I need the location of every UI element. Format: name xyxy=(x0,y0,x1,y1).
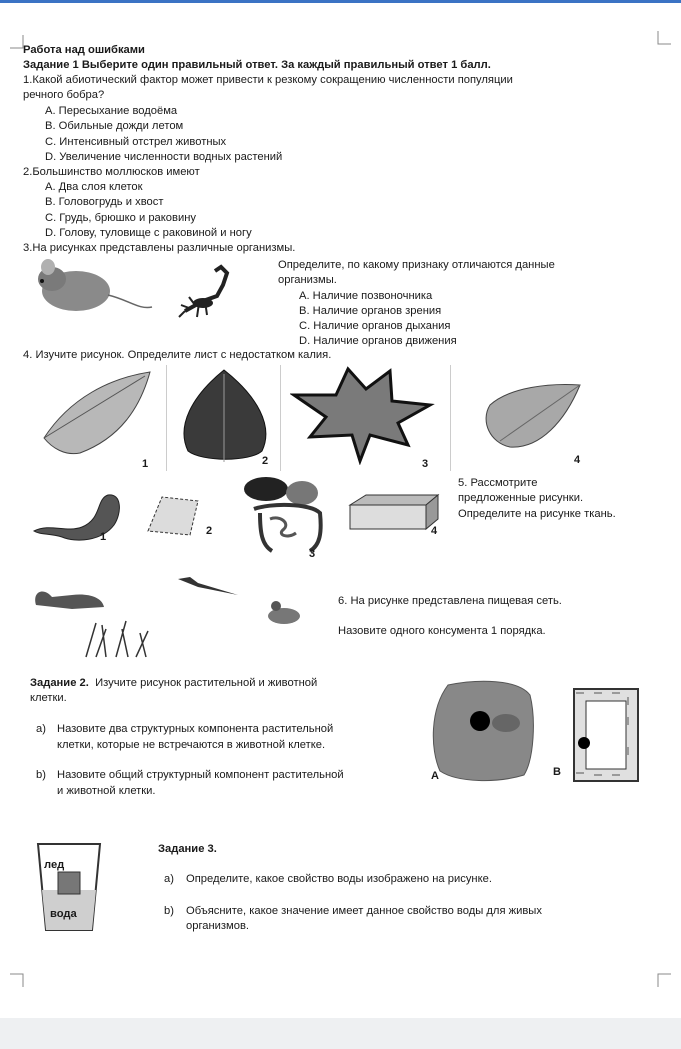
squirrel-figure xyxy=(32,585,110,615)
q2-option-d: D. Голову, туловище с раковиной и ногу xyxy=(45,227,252,239)
task3-question-b-cont: организмов. xyxy=(186,920,250,932)
q2-option-b: B. Головогрудь и хвост xyxy=(45,196,164,208)
leaf-1-figure xyxy=(40,368,155,463)
mouse-figure xyxy=(34,255,154,323)
plant-cell-label: B xyxy=(553,766,561,778)
tissue-piece-figure xyxy=(144,493,202,539)
corner-mark-bottom-left xyxy=(10,973,24,987)
document-page[interactable] xyxy=(0,3,681,1018)
task1-instruction: Задание 1 Выберите один правильный ответ. За каждый правильный ответ 1 балл. xyxy=(23,59,491,71)
q3-option-c: C. Наличие органов дыхания xyxy=(299,320,451,332)
bird-figure xyxy=(176,573,242,599)
task3-question-a: Определите, какое свойство воды изображено на рисунке. xyxy=(186,873,492,885)
plant-cell-figure xyxy=(572,687,642,785)
grass-figure xyxy=(76,619,160,659)
divider xyxy=(450,365,451,471)
q1-text-cont: речного бобра? xyxy=(23,89,105,101)
leaf-4-label: 4 xyxy=(574,454,581,466)
q3-text: 3.На рисунках представлены различные организмы. xyxy=(23,242,296,254)
task2-b-marker: b) xyxy=(36,769,46,781)
leaf-4-figure xyxy=(480,381,585,453)
q6-question: Назовите одного консумента 1 порядка. xyxy=(338,625,546,637)
q3-question: Определите, по какому признаку отличаются данные xyxy=(278,259,555,271)
leaf-1-label: 1 xyxy=(142,458,149,470)
task2-title: Задание 2. xyxy=(30,677,89,689)
task2-intro: Изучите рисунок растительной и животной xyxy=(95,677,318,689)
leaf-3-label: 3 xyxy=(422,458,429,470)
tissue-block-figure xyxy=(346,493,442,533)
task2-a-marker: a) xyxy=(36,723,46,735)
task2-title-line xyxy=(30,676,317,691)
task2-question-a-cont: клетки, которые не встречаются в животной клетке. xyxy=(57,739,326,751)
q5-question: Определите на рисунке ткань. xyxy=(458,508,616,520)
q2-text: 2.Большинство моллюсков имеют xyxy=(23,166,200,178)
divider xyxy=(280,365,281,471)
divider xyxy=(166,365,167,471)
q2-option-a: A. Два слоя клеток xyxy=(45,181,143,193)
q5-text-cont: предложенные рисунки. xyxy=(458,492,584,504)
page-title: Работа над ошибками xyxy=(23,44,145,56)
scorpion-figure xyxy=(175,261,245,323)
q3-option-b: B. Наличие органов зрения xyxy=(299,305,442,317)
corner-mark-top-left xyxy=(10,35,24,49)
task3-question-b: Объясните, какое значение имеет данное свойство воды для живых xyxy=(186,905,542,917)
task2-question-a: Назовите два структурных компонента растительной xyxy=(57,723,334,735)
organ-3-label: 3 xyxy=(309,548,316,560)
task3-title: Задание 3. xyxy=(158,843,217,855)
ice-label: лед xyxy=(44,859,65,871)
animal-cell-figure xyxy=(428,679,536,783)
task2-intro-cont: клетки. xyxy=(30,692,67,704)
task3-b-marker: b) xyxy=(164,905,174,917)
leaf-2-label: 2 xyxy=(262,455,269,467)
water-label: вода xyxy=(50,908,77,920)
q3-option-d: D. Наличие органов движения xyxy=(299,335,457,347)
corner-mark-bottom-right xyxy=(657,973,671,987)
task2-question-b: Назовите общий структурный компонент растительной xyxy=(57,769,344,781)
q1-option-b: B. Обильные дожди летом xyxy=(45,120,184,132)
q1-text: 1.Какой абиотический фактор может привести к резкому сокращению численности популяции xyxy=(23,74,513,86)
corner-mark-top-right xyxy=(657,31,671,45)
q5-text: 5. Рассмотрите xyxy=(458,477,538,489)
q6-text: 6. На рисунке представлена пищевая сеть. xyxy=(338,595,562,607)
leaf-2-figure xyxy=(172,366,277,466)
animal-cell-label: A xyxy=(431,770,439,782)
q2-option-c: C. Грудь, брюшко и раковину xyxy=(45,212,196,224)
task3-a-marker: a) xyxy=(164,873,174,885)
digestive-system-figure xyxy=(240,473,326,559)
q1-option-c: C. Интенсивный отстрел животных xyxy=(45,136,227,148)
q1-option-d: D. Увеличение численности водных растений xyxy=(45,151,283,163)
q3-question-cont: организмы. xyxy=(278,274,337,286)
rodent-figure xyxy=(262,600,308,626)
tissue-1-label: 1 xyxy=(100,531,107,543)
leaf-3-figure xyxy=(290,365,435,465)
tissue-2-label: 2 xyxy=(206,525,213,537)
task2-question-b-cont: и животной клетки. xyxy=(57,785,156,797)
stomach-figure xyxy=(32,489,124,544)
tissue-4-label: 4 xyxy=(431,525,438,537)
q4-text: 4. Изучите рисунок. Определите лист с недостатком калия. xyxy=(23,349,332,361)
q1-option-a: A. Пересыхание водоёма xyxy=(45,105,178,117)
q3-option-a: A. Наличие позвоночника xyxy=(299,290,433,302)
